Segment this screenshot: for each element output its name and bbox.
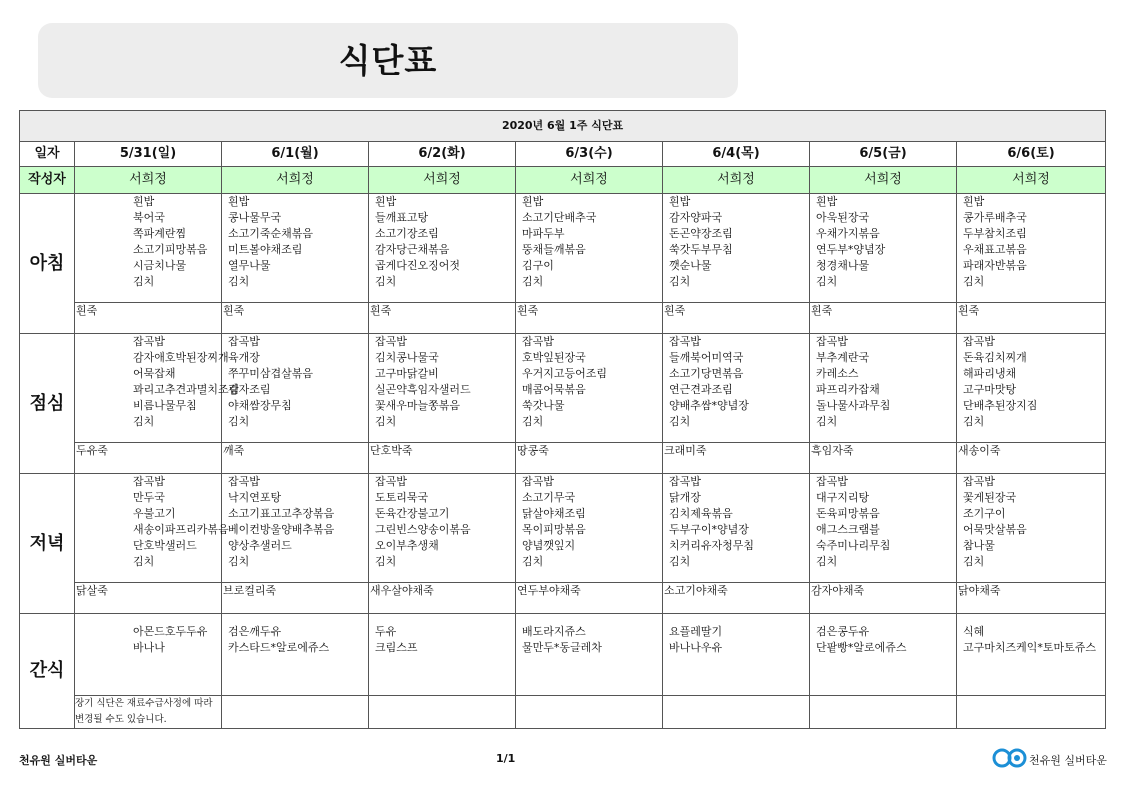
dinner-menu-cell [957, 474, 1106, 583]
snack-item: 단팥빵*알로에쥬스 [816, 641, 907, 654]
author-cell: 서희정 [810, 167, 957, 194]
menu-item: 비름나물무침 [133, 399, 197, 412]
menu-item: 카레소스 [816, 367, 859, 380]
menu-item: 조기구이 [963, 507, 1006, 520]
menu-item: 흰밥 [963, 195, 985, 208]
menu-item: 깻순나물 [669, 259, 712, 272]
snack-item: 식혜 [963, 625, 985, 638]
date-row [20, 142, 1106, 167]
menu-item: 김치 [375, 555, 397, 568]
dinner-menu-cell [516, 474, 663, 583]
menu-item: 김치 [133, 275, 155, 288]
dinner-menu-cell [222, 474, 369, 583]
menu-item: 흰밥 [228, 195, 250, 208]
menu-item: 김치제육볶음 [669, 507, 733, 520]
menu-item: 열무나물 [228, 259, 271, 272]
snack-row [20, 614, 1106, 696]
author-label: 작성자 [20, 167, 75, 194]
menu-table [19, 110, 1106, 729]
menu-item: 잡곡밥 [522, 475, 554, 488]
date-cell: 5/31(일) [75, 142, 222, 167]
menu-item: 닭살야채조림 [522, 507, 586, 520]
menu-item: 연근견과조림 [669, 383, 733, 396]
breakfast-porridge-row [20, 303, 1106, 334]
menu-item: 김치 [816, 275, 838, 288]
menu-item: 김치 [963, 275, 985, 288]
dinner-row [20, 474, 1106, 583]
porridge-cell: 흰죽 [810, 303, 957, 334]
menu-change-note: 장기 식단은 재료수급사정에 따라 변경될 수도 있습니다. [75, 696, 222, 729]
menu-item: 오이부추생채 [375, 539, 439, 552]
snack-menu-cell [516, 614, 663, 696]
dinner-menu-cell [663, 474, 810, 583]
menu-item: 잡곡밥 [228, 475, 260, 488]
menu-item: 콩가루배추국 [963, 211, 1027, 224]
snack-menu-cell [957, 614, 1106, 696]
date-cell: 6/2(화) [369, 142, 516, 167]
porridge-cell: 감자야채죽 [810, 583, 957, 614]
menu-item: 잡곡밥 [963, 335, 995, 348]
menu-item: 대구지리탕 [816, 491, 870, 504]
snack-item: 카스타드*알로에쥬스 [228, 641, 330, 654]
menu-item: 두부구이*양념장 [669, 523, 749, 536]
menu-item: 닭개장 [669, 491, 701, 504]
menu-item: 소고기단배추국 [522, 211, 597, 224]
lunch-porridge-row [20, 443, 1106, 474]
porridge-cell: 두유죽 [75, 443, 222, 474]
snack-item: 물만두*동글레차 [522, 641, 602, 654]
menu-item: 낙지연포탕 [228, 491, 282, 504]
menu-item: 감자애호박된장찌개 [133, 351, 229, 364]
menu-item: 시금치나물 [133, 259, 187, 272]
menu-item: 김치 [669, 275, 691, 288]
menu-item: 김치 [228, 275, 250, 288]
menu-item: 소고기피망볶음 [133, 243, 208, 256]
menu-item: 돈곤약장조림 [669, 227, 733, 240]
porridge-cell: 소고기야채죽 [663, 583, 810, 614]
menu-item: 소고기표고고추장볶음 [228, 507, 335, 520]
footer-page-number: 1/1 [496, 752, 516, 765]
menu-item: 잡곡밥 [669, 335, 701, 348]
snack-item: 고구마치즈케익*토마토쥬스 [963, 641, 1097, 654]
menu-item: 김치 [375, 415, 397, 428]
menu-item: 연두부*양념장 [816, 243, 886, 256]
menu-item: 잡곡밥 [669, 475, 701, 488]
lunch-menu-cell [75, 334, 240, 443]
menu-item: 돈육피망볶음 [816, 507, 880, 520]
breakfast-menu-cell [75, 194, 222, 303]
menu-item: 목이피망볶음 [522, 523, 586, 536]
menu-item: 단호박샐러드 [133, 539, 197, 552]
breakfast-menu-cell [516, 194, 663, 303]
menu-item: 우거지고등어조림 [522, 367, 608, 380]
menu-item: 흰밥 [669, 195, 691, 208]
menu-item: 잡곡밥 [522, 335, 554, 348]
menu-item: 숙주미나리무침 [816, 539, 891, 552]
lunch-menu-cell [810, 334, 957, 443]
menu-item: 잡곡밥 [133, 475, 165, 488]
date-cell: 6/1(월) [222, 142, 369, 167]
breakfast-menu-cell [222, 194, 369, 303]
lunch-menu-cell [516, 334, 663, 443]
lunch-menu-cell [957, 334, 1106, 443]
empty-note-cell [222, 696, 369, 729]
menu-item: 흰밥 [375, 195, 397, 208]
note-row [20, 696, 1106, 729]
snack-menu-cell [810, 614, 957, 696]
menu-item: 돈육김치찌개 [963, 351, 1027, 364]
dinner-menu-cell [369, 474, 516, 583]
menu-item: 꽃게된장국 [963, 491, 1017, 504]
breakfast-row [20, 194, 1106, 303]
author-cell: 서희정 [75, 167, 222, 194]
menu-item: 파프리카잡채 [816, 383, 880, 396]
menu-item: 고구마닭갈비 [375, 367, 439, 380]
menu-item: 잡곡밥 [963, 475, 995, 488]
lunch-menu-cell [369, 334, 516, 443]
menu-item: 김치 [669, 555, 691, 568]
author-cell: 서희정 [369, 167, 516, 194]
menu-item: 감자조림 [228, 383, 271, 396]
menu-item: 김치 [963, 555, 985, 568]
author-cell: 서희정 [222, 167, 369, 194]
dinner-menu-cell [810, 474, 957, 583]
menu-item: 뚱채들깨볶음 [522, 243, 586, 256]
menu-item: 미트볼야채조림 [228, 243, 303, 256]
menu-item: 두부참치조림 [963, 227, 1027, 240]
porridge-cell: 흰죽 [369, 303, 516, 334]
date-cell: 6/4(목) [663, 142, 810, 167]
snack-menu-cell [663, 614, 810, 696]
date-cell: 6/5(금) [810, 142, 957, 167]
menu-item: 김치 [133, 555, 155, 568]
menu-item: 소고기장조림 [375, 227, 439, 240]
porridge-cell: 흰죽 [957, 303, 1106, 334]
author-cell: 서희정 [516, 167, 663, 194]
author-cell: 서희정 [957, 167, 1106, 194]
menu-item: 치커리유자청무침 [669, 539, 755, 552]
menu-item: 김치 [522, 415, 544, 428]
snack-item: 검은콩두유 [816, 625, 870, 638]
menu-item: 양배추쌈*양념장 [669, 399, 749, 412]
menu-item: 김치 [375, 275, 397, 288]
author-row [20, 167, 1106, 194]
dinner-porridge-row [20, 583, 1106, 614]
menu-item: 우채가지볶음 [816, 227, 880, 240]
empty-note-cell [516, 696, 663, 729]
snack-menu-cell [75, 614, 222, 696]
menu-item: 아욱된장국 [816, 211, 870, 224]
menu-item: 김치 [816, 415, 838, 428]
porridge-cell: 흑임자죽 [810, 443, 957, 474]
menu-item: 어묵맛살볶음 [963, 523, 1027, 536]
snack-menu-cell [369, 614, 516, 696]
date-label: 일자 [20, 142, 75, 167]
menu-item: 김치 [816, 555, 838, 568]
menu-item: 잡곡밥 [228, 335, 260, 348]
menu-item: 소고기당면볶음 [669, 367, 744, 380]
menu-item: 쪽파계란찜 [133, 227, 187, 240]
menu-item: 김구이 [522, 259, 554, 272]
porridge-cell: 새우살야채죽 [369, 583, 516, 614]
page-title-box [38, 23, 738, 98]
breakfast-menu-cell [957, 194, 1106, 303]
porridge-cell: 크래미죽 [663, 443, 810, 474]
menu-item: 김치 [522, 275, 544, 288]
menu-item: 단배추된장지짐 [963, 399, 1038, 412]
breakfast-menu-cell [369, 194, 516, 303]
menu-item: 잡곡밥 [375, 335, 407, 348]
breakfast-menu-cell [663, 194, 810, 303]
menu-item: 고구마맛탕 [963, 383, 1017, 396]
lunch-menu-cell [222, 334, 369, 443]
menu-item: 김치 [963, 415, 985, 428]
snack-item: 검은깨두유 [228, 625, 282, 638]
menu-item: 실곤약흑임자샐러드 [375, 383, 471, 396]
porridge-cell: 흰죽 [75, 303, 222, 334]
menu-item: 쑥갓두부무침 [669, 243, 733, 256]
empty-note-cell [369, 696, 516, 729]
snack-item: 바나나우유 [669, 641, 723, 654]
empty-note-cell [810, 696, 957, 729]
snack-item: 배도라지쥬스 [522, 625, 586, 638]
menu-item: 김치 [133, 415, 155, 428]
menu-item: 만두국 [133, 491, 165, 504]
snack-menu-cell [222, 614, 369, 696]
menu-item: 해파리냉채 [963, 367, 1017, 380]
menu-item: 돈육간장불고기 [375, 507, 450, 520]
menu-item: 호박잎된장국 [522, 351, 586, 364]
menu-item: 참나물 [963, 539, 995, 552]
porridge-cell: 흰죽 [222, 303, 369, 334]
porridge-cell: 브로컬리죽 [222, 583, 369, 614]
porridge-cell: 닭야채죽 [957, 583, 1106, 614]
menu-item: 베이컨방울양배추볶음 [228, 523, 335, 536]
menu-item: 북어국 [133, 211, 165, 224]
dinner-menu-cell [75, 474, 229, 583]
snack-item: 크림스프 [375, 641, 418, 654]
menu-item: 청경채나물 [816, 259, 870, 272]
menu-item: 어묵잡채 [133, 367, 176, 380]
menu-item: 소고기무국 [522, 491, 576, 504]
menu-item: 마파두부 [522, 227, 565, 240]
empty-note-cell [957, 696, 1106, 729]
porridge-cell: 새송이죽 [957, 443, 1106, 474]
porridge-cell: 연두부야채죽 [516, 583, 663, 614]
porridge-cell: 단호박죽 [369, 443, 516, 474]
author-cell: 서희정 [663, 167, 810, 194]
menu-item: 돌나물사과무침 [816, 399, 891, 412]
menu-item: 콩나물무국 [228, 211, 282, 224]
lunch-row [20, 334, 1106, 443]
menu-item: 육개장 [228, 351, 260, 364]
porridge-cell: 땅콩죽 [516, 443, 663, 474]
menu-item: 들깨북어미역국 [669, 351, 744, 364]
menu-item: 매콤어묵볶음 [522, 383, 586, 396]
menu-item: 감자양파국 [669, 211, 723, 224]
menu-item: 잡곡밥 [375, 475, 407, 488]
porridge-cell: 흰죽 [663, 303, 810, 334]
menu-item: 부추계란국 [816, 351, 870, 364]
page-title: 식단표 [338, 41, 438, 80]
menu-item: 흰밥 [522, 195, 544, 208]
menu-item: 쑥갓나물 [522, 399, 565, 412]
snack-label: 간식 [20, 614, 75, 729]
menu-item: 양념깻잎지 [522, 539, 576, 552]
menu-item: 우채표고볶음 [963, 243, 1027, 256]
date-cell: 6/3(수) [516, 142, 663, 167]
menu-item: 들깨표고탕 [375, 211, 429, 224]
date-cell: 6/6(토) [957, 142, 1106, 167]
menu-item: 잡곡밥 [816, 335, 848, 348]
snack-item: 아몬드호두두유 [133, 625, 208, 638]
menu-item: 꽈리고추견과멸치조림 [133, 383, 240, 396]
menu-item: 야채쌈장무침 [228, 399, 292, 412]
lunch-label: 점심 [20, 334, 75, 474]
footer-logo-text: 천유원 실버타운 [1029, 754, 1107, 767]
menu-item: 김치콩나물국 [375, 351, 439, 364]
snack-item: 두유 [375, 625, 397, 638]
menu-item: 쭈꾸미삼겹살볶음 [228, 367, 314, 380]
lunch-menu-cell [663, 334, 810, 443]
breakfast-label: 아침 [20, 194, 75, 334]
silver-town-logo-icon [993, 747, 1027, 769]
empty-note-cell [663, 696, 810, 729]
porridge-cell: 닭살죽 [75, 583, 222, 614]
menu-item: 김치 [669, 415, 691, 428]
menu-item: 흰밥 [816, 195, 838, 208]
breakfast-menu-cell [810, 194, 957, 303]
table-caption: 2020년 6월 1주 식단표 [20, 111, 1106, 142]
menu-item: 김치 [228, 415, 250, 428]
footer-org: 천유원 실버타운 [19, 754, 98, 767]
menu-item: 김치 [228, 555, 250, 568]
snack-item: 요플레딸기 [669, 625, 723, 638]
snack-item: 바나나 [133, 641, 165, 654]
menu-item: 양상추샐러드 [228, 539, 292, 552]
porridge-cell: 흰죽 [516, 303, 663, 334]
menu-item: 도토리묵국 [375, 491, 429, 504]
menu-item: 새송이파프리카볶음 [133, 523, 229, 536]
menu-item: 곱게다진오징어젓 [375, 259, 461, 272]
menu-item: 파래자반볶음 [963, 259, 1027, 272]
menu-item: 꽃새우마늘쫑볶음 [375, 399, 461, 412]
menu-item: 흰밥 [133, 195, 155, 208]
menu-item: 잡곡밥 [133, 335, 165, 348]
menu-item: 감자당근채볶음 [375, 243, 450, 256]
dinner-label: 저녁 [20, 474, 75, 614]
porridge-cell: 깨죽 [222, 443, 369, 474]
menu-item: 잡곡밥 [816, 475, 848, 488]
menu-item: 소고기죽순채볶음 [228, 227, 314, 240]
menu-item: 김치 [522, 555, 544, 568]
menu-item: 우불고기 [133, 507, 176, 520]
menu-item: 애그스크램블 [816, 523, 880, 536]
menu-item: 그린빈스양송이볶음 [375, 523, 471, 536]
